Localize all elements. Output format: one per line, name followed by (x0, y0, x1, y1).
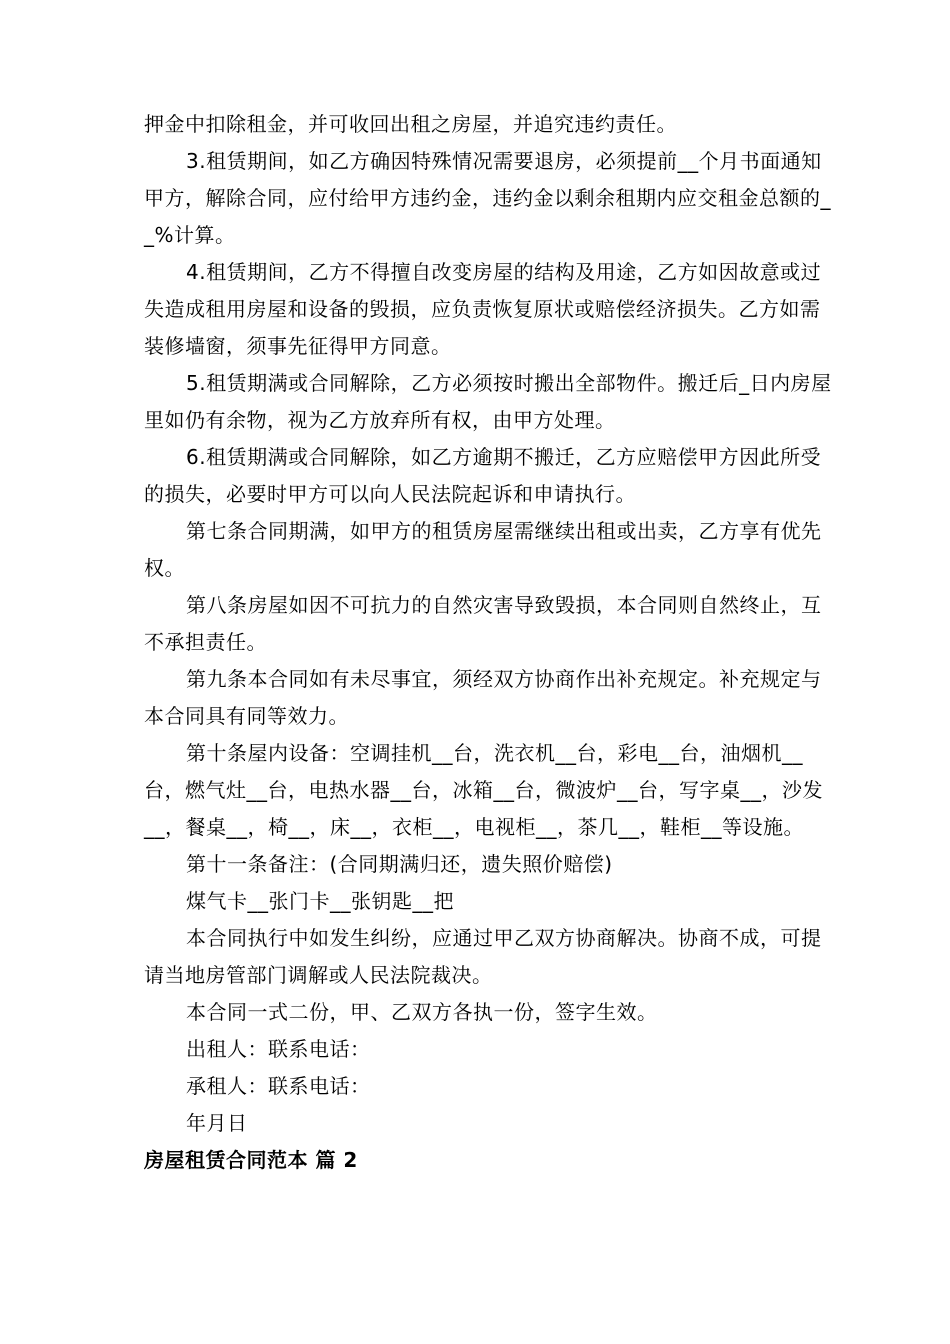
paragraph-4: 5.租赁期满或合同解除，乙方必须按时搬出全部物件。搬迁后_日内房屋里如仍有余物，视为乙方放弃所有权，由甲方处理。 (144, 371, 832, 432)
document-body (144, 106, 832, 1179)
date-line: 年月日 (186, 1111, 248, 1135)
paragraph-5: 6.租赁期满或合同解除，如乙方逾期不搬迁，乙方应赔偿甲方因此所受的损失，必要时甲方可以向人民法院起诉和申请执行。 (144, 445, 822, 506)
paragraph-8: 第九条本合同如有未尽事宜，须经双方协商作出补充规定。补充规定与本合同具有同等效力。 (144, 667, 822, 728)
paragraph-3: 4.租赁期间，乙方不得擅自改变房屋的结构及用途，乙方如因故意或过失造成租用房屋和设备的毁损，应负责恢复原状或赔偿经济损失。乙方如需装修墙窗，须事先征得甲方同意。 (144, 260, 822, 358)
lessor-signature-line: 出租人：联系电话： (186, 1037, 371, 1061)
paragraph-2: 3.租赁期间，如乙方确因特殊情况需要退房，必须提前__个月书面通知甲方，解除合同，应付给甲方违约金，违约金以剩余租期内应交租金总额的__%计算。 (144, 149, 831, 247)
paragraph-12: 本合同执行中如发生纠纷，应通过甲乙双方协商解决。协商不成，可提请当地房管部门调解或人民法院裁决。 (144, 926, 822, 987)
paragraph-10: 第十一条备注：(合同期满归还，遗失照价赔偿) (186, 852, 613, 876)
paragraph-11: 煤气卡__张门卡__张钥匙__把 (186, 889, 454, 913)
section-heading: 房屋租赁合同范本 篇 2 (144, 1148, 358, 1172)
paragraph-9: 第十条屋内设备：空调挂机__台，洗衣机__台，彩电__台，油烟机__台，燃气灶__台，电热水器__台，冰箱__台，微波炉__台，写字桌__，沙发__，餐桌__，椅__，床__，衣柜__，电视柜__，茶几__，鞋柜__等设施。 (144, 741, 823, 839)
lessee-signature-line: 承租人：联系电话： (186, 1074, 371, 1098)
paragraph-1: 押金中扣除租金，并可收回出租之房屋，并追究违约责任。 (144, 112, 677, 136)
paragraph-7: 第八条房屋如因不可抗力的自然灾害导致毁损，本合同则自然终止，互不承担责任。 (144, 593, 822, 654)
paragraph-13: 本合同一式二份，甲、乙双方各执一份，签字生效。 (186, 1000, 658, 1024)
paragraph-6: 第七条合同期满，如甲方的租赁房屋需继续出租或出卖，乙方享有优先权。 (144, 519, 822, 580)
